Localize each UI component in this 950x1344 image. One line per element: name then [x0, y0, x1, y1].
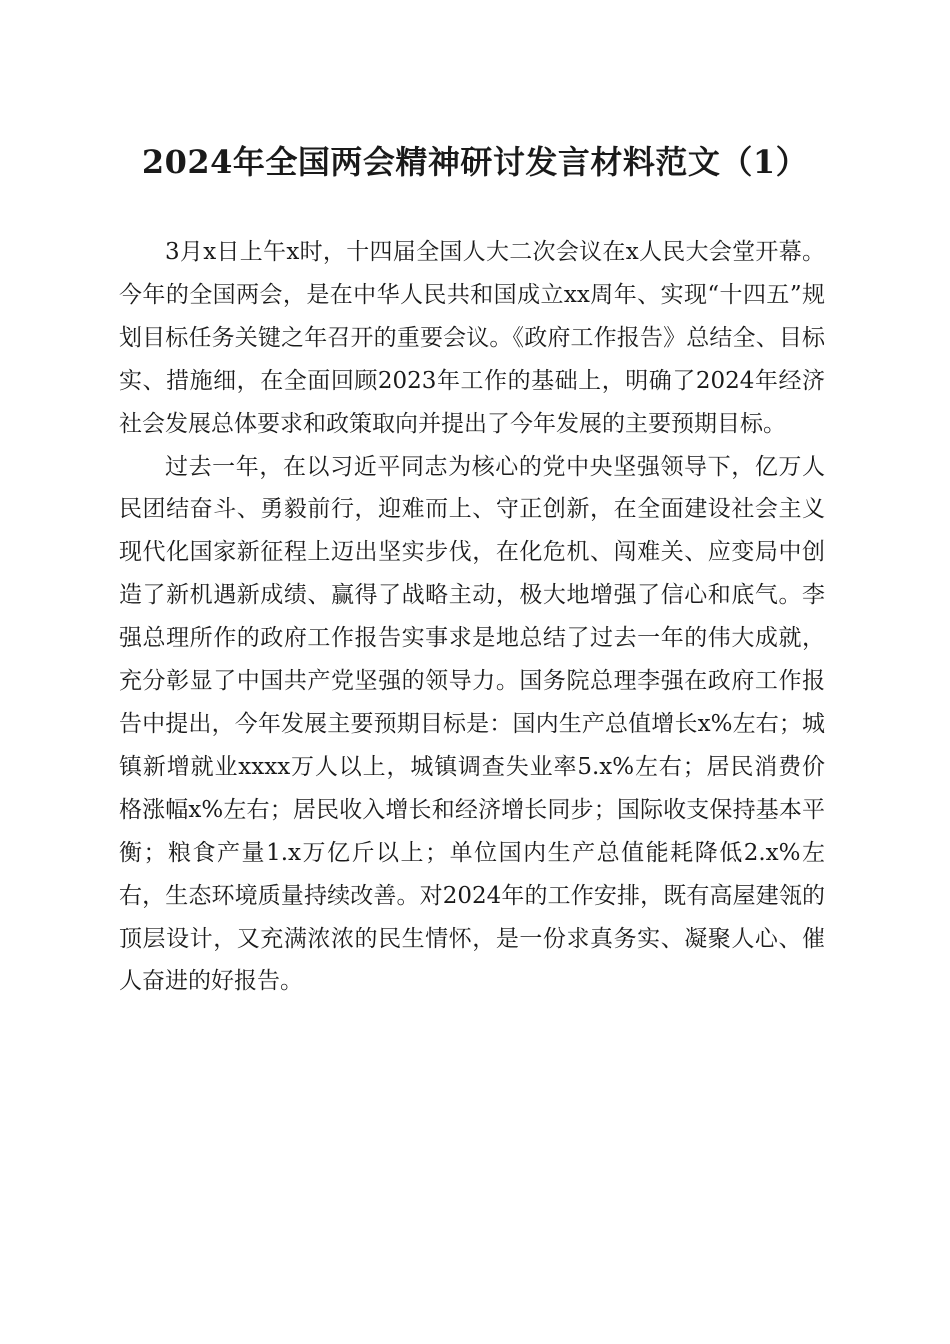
- document-body: [119, 231, 825, 1003]
- document-title: 2024年全国两会精神研讨发言材料范文（1）: [141, 143, 809, 181]
- paragraph-2: 过去一年，在以习近平同志为核心的党中央坚强领导下，亿万人民团结奋斗、勇毅前行，迎难而上、守正创新，在全面建设社会主义现代化国家新征程上迈出坚实步伐，在化危机、闯难关、应变局中创造了新机遇新成绩、赢得了战略主动，极大地增强了信心和底气。李强总理所作的政府工作报告实事求是地总结了过去一年的伟大成就，充分彰显了中国共产党坚强的领导力。国务院总理李强在政府工作报告中提出，今年发展主要预期目标是：国内生产总值增长x%左右；城镇新增就业xxxx万人以上，城镇调查失业率5.x%左右；居民消费价格涨幅x%左右；居民收入增长和经济增长同步；国际收支保持基本平衡；粮食产量1.x万亿斤以上；单位国内生产总值能耗降低2.x%左右，生态环境质量持续改善。对2024年的工作安排，既有高屋建瓴的顶层设计，又充满浓浓的民生情怀，是一份求真务实、凝聚人心、催人奋进的好报告。: [119, 453, 825, 995]
- paragraph-1: 3月x日上午x时，十四届全国人大二次会议在x人民大会堂开幕。今年的全国两会，是在中华人民共和国成立xx周年、实现“十四五”规划目标任务关键之年召开的重要会议。《政府工作报告》总结全、目标实、措施细，在全面回顾2023年工作的基础上，明确了2024年经济社会发展总体要求和政策取向并提出了今年发展的主要预期目标。: [119, 239, 825, 437]
